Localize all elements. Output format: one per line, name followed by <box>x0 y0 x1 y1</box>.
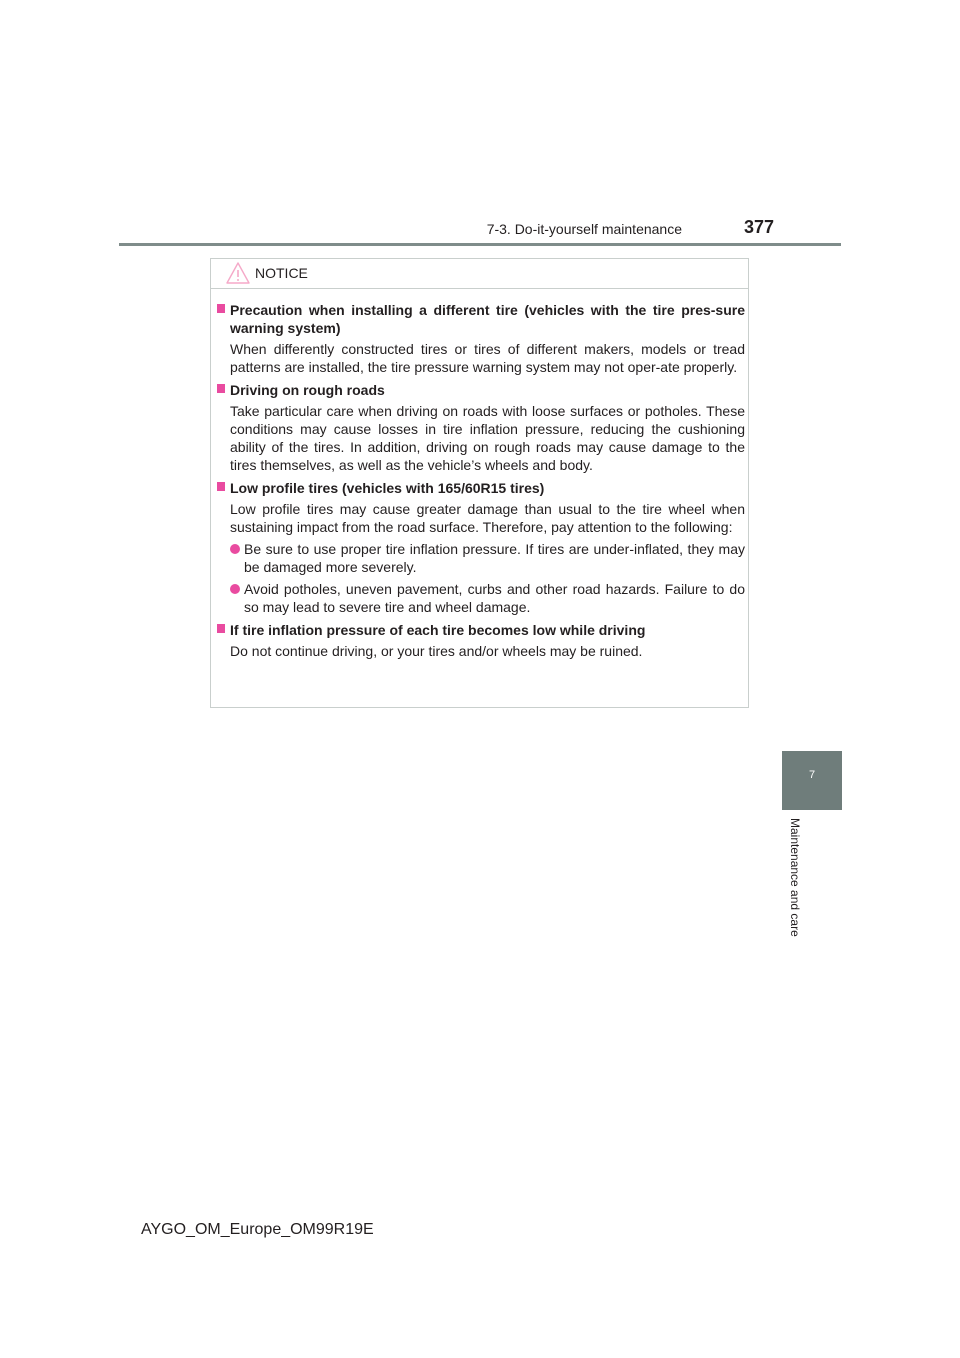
round-bullet-icon <box>230 544 240 554</box>
document-id: AYGO_OM_Europe_OM99R19E <box>141 1221 374 1238</box>
item-text: Do not continue driving, or your tires and/or wheels may be ruined. <box>230 643 643 659</box>
notice-header <box>211 259 748 289</box>
chapter-tab <box>782 751 842 810</box>
notice-item <box>217 301 745 376</box>
sub-bullet-text: Avoid potholes, uneven pavement, curbs and other road hazards. Failure to do so may lead to severe tire and wheel damage. <box>244 581 745 615</box>
item-heading: Precaution when installing a different tire (vehicles with the tire pres-sure warning system) <box>230 302 745 336</box>
notice-title: NOTICE <box>255 265 308 281</box>
item-text: When differently constructed tires or tires of different makers, models or tread patterns are installed, the tire pressure warning system may not oper-ate properly. <box>230 341 745 375</box>
round-bullet-icon <box>230 584 240 594</box>
sub-bullet-item <box>230 580 745 616</box>
notice-item <box>217 479 745 616</box>
item-heading: Driving on rough roads <box>230 382 385 398</box>
notice-body <box>217 301 745 665</box>
sub-bullet-item <box>230 540 745 576</box>
square-bullet-icon <box>217 624 225 633</box>
square-bullet-icon <box>217 482 225 491</box>
chapter-number: 7 <box>808 769 816 781</box>
square-bullet-icon <box>217 384 225 393</box>
item-heading: Low profile tires (vehicles with 165/60R15 tires) <box>230 480 545 496</box>
sub-bullet-text: Be sure to use proper tire inflation pressure. If tires are under-inflated, they may be damaged more severely. <box>244 541 745 575</box>
notice-item <box>217 621 745 660</box>
warning-triangle-icon <box>225 261 251 285</box>
chapter-label: Maintenance and care <box>788 818 802 937</box>
header-divider <box>119 243 841 246</box>
section-title: 7-3. Do-it-yourself maintenance <box>486 221 682 237</box>
item-heading: If tire inflation pressure of each tire becomes low while driving <box>230 622 646 638</box>
item-text: Low profile tires may cause greater damage than usual to the tire wheel when sustaining impact from the road surface. Therefore, pay attention to the following: <box>230 501 745 535</box>
page-number: 377 <box>743 217 774 237</box>
notice-item <box>217 381 745 474</box>
notice-box <box>210 258 749 708</box>
square-bullet-icon <box>217 304 225 313</box>
item-text: Take particular care when driving on roads with loose surfaces or potholes. These conditions may cause losses in tire inflation pressure, reducing the cushioning ability of the tires. In addition, driving on rough roads may cause damage to the tires themselves, as well as the vehicle’s wheels and body. <box>230 403 745 473</box>
